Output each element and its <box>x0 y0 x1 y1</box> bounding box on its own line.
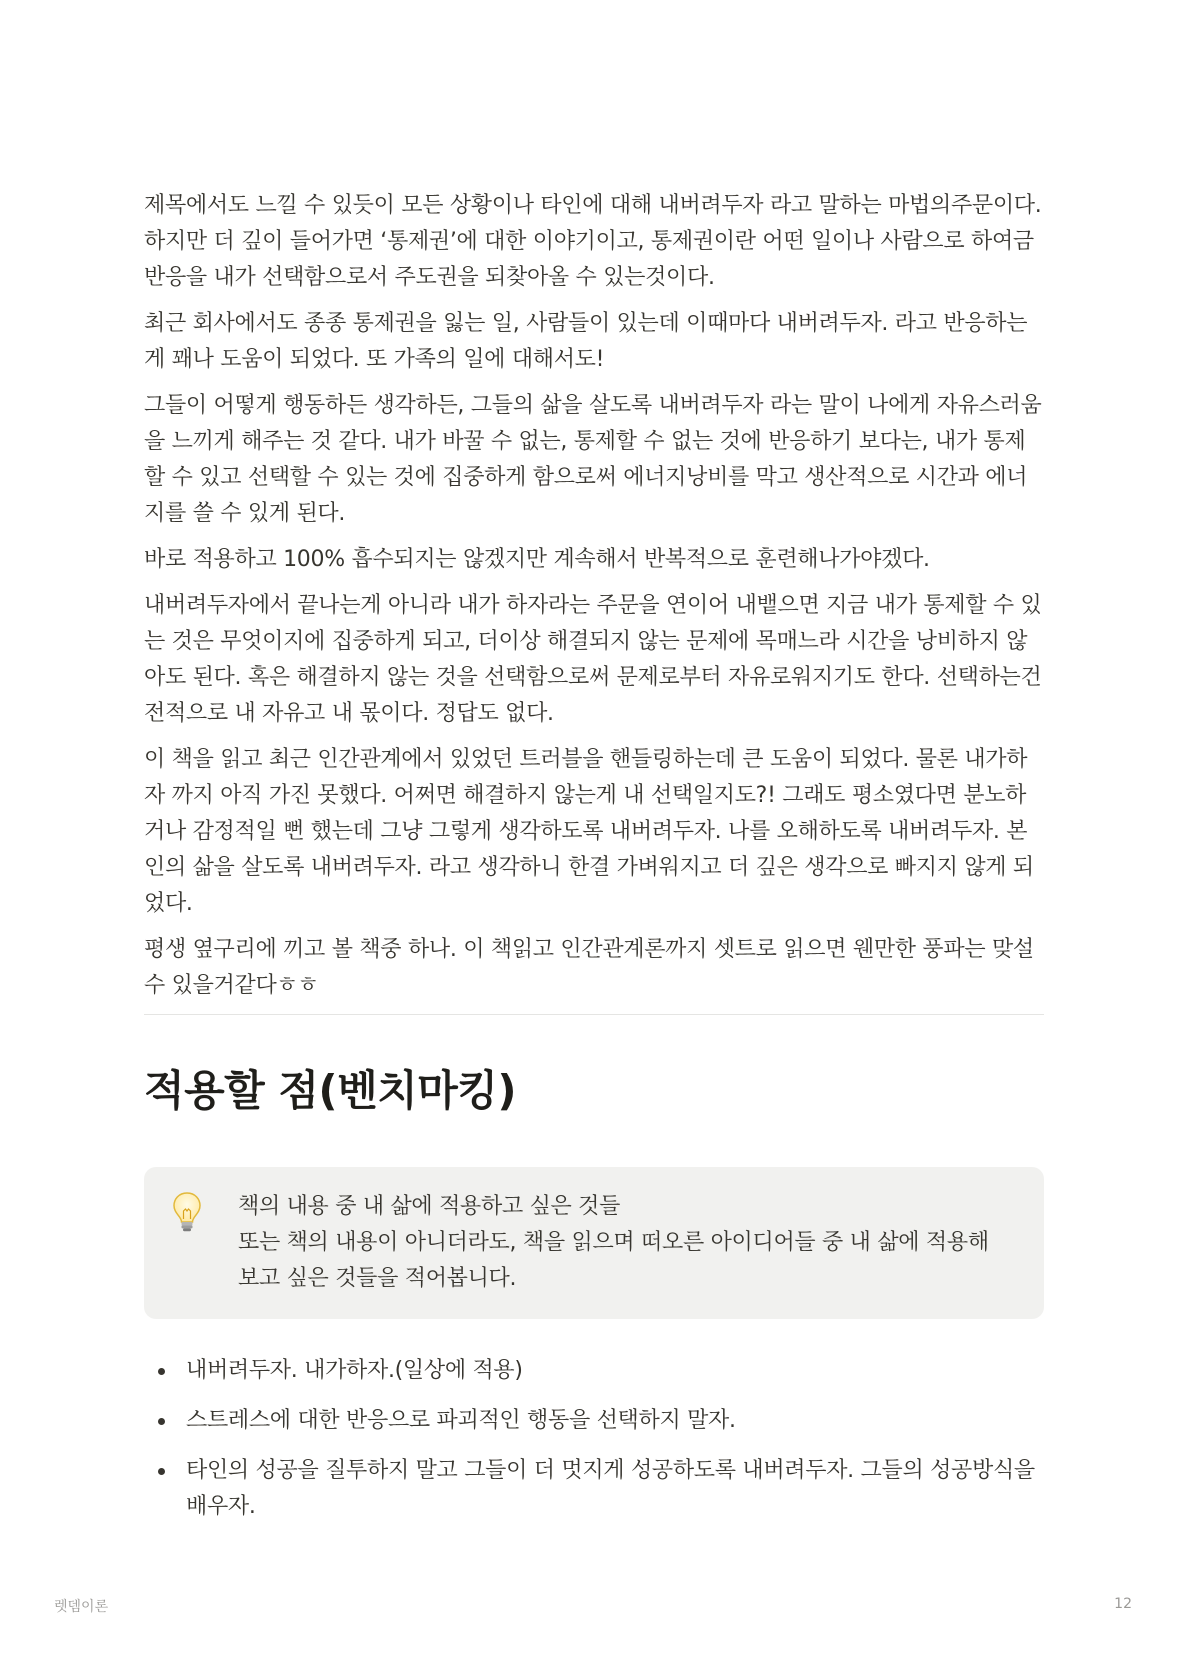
paragraph: 제목에서도 느낄 수 있듯이 모든 상황이나 타인에 대해 내버려두자 라고 말하는 마법의주문이다. 하지만 더 깊이 들어가면 ‘통제권’에 대한 이야기이고, 통제권이란 어떤 일이나 사람으로 하여금 반응을 내가 선택함으로서 주도권을 되찾아올 수 있는것이다. <box>144 193 1042 290</box>
list-item <box>144 1353 1044 1389</box>
list-item <box>144 1403 1044 1439</box>
paragraph: 바로 적용하고 100% 흡수되지는 않겠지만 계속해서 반복적으로 훈련해나가야겠다. <box>144 547 930 572</box>
callout-line: 또는 책의 내용이 아니더라도, 책을 읽으며 떠오른 아이디어들 중 내 삶에 적용해 보고 싶은 것들을 적어봅니다. <box>238 1230 989 1291</box>
callout-line: 책의 내용 중 내 삶에 적용하고 싶은 것들 <box>238 1194 621 1219</box>
bullet-dot <box>158 1468 165 1475</box>
lightbulb-icon <box>172 1191 214 1237</box>
paragraph: 최근 회사에서도 종종 통제권을 잃는 일, 사람들이 있는데 이때마다 내버려두자. 라고 반응하는게 꽤나 도움이 되었다. 또 가족의 일에 대해서도! <box>144 311 1028 372</box>
section-heading: 적용할 점(벤치마킹) <box>144 1066 517 1115</box>
footer-author: 렛뎀이론 <box>54 1599 109 1615</box>
paragraph: 평생 옆구리에 끼고 볼 책중 하나. 이 책읽고 인간관계론까지 셋트로 읽으면 웬만한 풍파는 맞설수 있을거같다ㅎㅎ <box>144 937 1034 998</box>
list-item-text: 스트레스에 대한 반응으로 파괴적인 행동을 선택하지 말자. <box>186 1408 736 1433</box>
page-number: 12 <box>1114 1596 1132 1612</box>
list-item-text: 타인의 성공을 질투하지 말고 그들이 더 멋지게 성공하도록 내버려두자. 그들의 성공방식을 배우자. <box>186 1458 1035 1519</box>
callout-text <box>238 1189 1016 1297</box>
list-item-text: 내버려두자. 내가하자.(일상에 적용) <box>186 1358 523 1383</box>
paragraph: 이 책을 읽고 최근 인간관계에서 있었던 트러블을 핸들링하는데 큰 도움이 되었다. 물론 내가하자 까지 아직 가진 못했다. 어쩌면 해결하지 않는게 내 선택일지도?! 그래도 평소였다면 분노하거나 감정적일 뻔 했는데 그냥 그렇게 생각하도록 내버려두자. 나를 오해하도록 내버려두자. 본인의 삶을 살도록 내버려두자. 라고 생각하니 한결 가벼워지고 더 깊은 생각으로 빠지지 않게 되었다. <box>144 747 1034 916</box>
paragraph: 그들이 어떻게 행동하든 생각하든, 그들의 삶을 살도록 내버려두자 라는 말이 나에게 자유스러움을 느끼게 해주는 것 같다. 내가 바꿀 수 없는, 통제할 수 없는 것에 반응하기 보다는, 내가 통제할 수 있고 선택할 수 있는 것에 집중하게 함으로써 에너지낭비를 막고 생산적으로 시간과 에너지를 쓸 수 있게 된다. <box>144 393 1042 526</box>
document-body <box>144 188 1044 1539</box>
bullet-dot <box>158 1368 165 1375</box>
callout-box <box>144 1167 1044 1319</box>
divider <box>144 1014 1044 1015</box>
paragraph: 내버려두자에서 끝나는게 아니라 내가 하자라는 주문을 연이어 내뱉으면 지금 내가 통제할 수 있는 것은 무엇이지에 집중하게 되고, 더이상 해결되지 않는 문제에 목매느라 시간을 낭비하지 않아도 된다. 혹은 해결하지 않는 것을 선택함으로써 문제로부터 자유로워지기도 한다. 선택하는건 전적으로 내 자유고 내 몫이다. 정답도 없다. <box>144 593 1042 726</box>
bullet-list <box>144 1353 1044 1525</box>
list-item <box>144 1453 1044 1525</box>
bullet-dot <box>158 1418 165 1425</box>
